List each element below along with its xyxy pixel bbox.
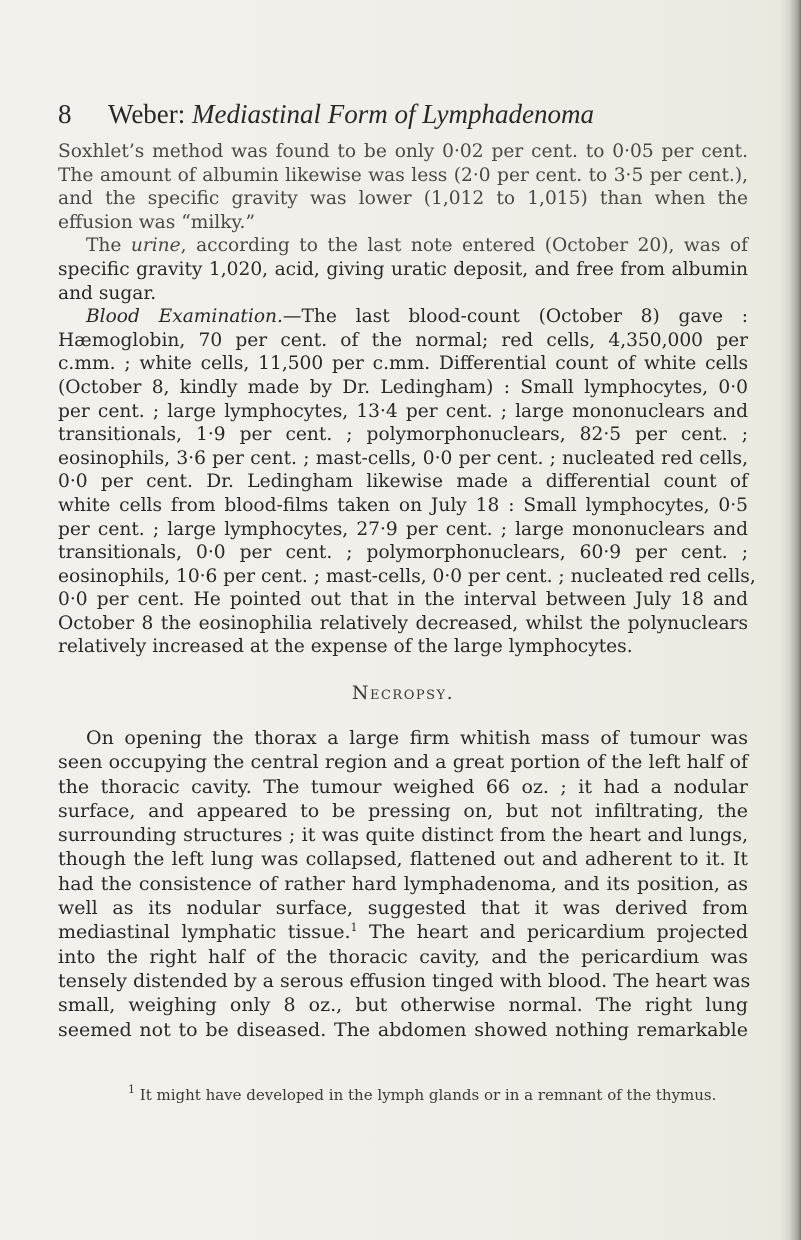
footnote-mark: 1 bbox=[128, 1083, 135, 1096]
text-line: 0·0 per cent. He pointed out that in the interval between July 18 and bbox=[58, 589, 748, 611]
text-line: October 8 the eosinophilia relatively decreased, whilst the polynuclears bbox=[58, 612, 748, 634]
text-line: had the consistence of rather hard lymphadenoma, and its position, as bbox=[58, 872, 748, 895]
footnote-reference: 1 bbox=[350, 921, 358, 935]
running-head bbox=[58, 96, 748, 132]
text-line bbox=[58, 305, 748, 329]
necropsy-heading: Necropsy. bbox=[351, 682, 455, 704]
text-line: 0·0 per cent. Dr. Ledingham likewise made a differential count of bbox=[58, 471, 748, 493]
text-line: Hæmoglobin, 70 per cent. of the normal; red cells, 4,350,000 per bbox=[58, 329, 748, 351]
text-line: eosinophils, 10·6 per cent. ; mast-cells, 0·0 per cent. ; nucleated red cells, bbox=[58, 565, 756, 587]
text-line: small, weighing only 8 oz., but otherwise normal. The right lung bbox=[58, 994, 748, 1017]
urine-term: urine bbox=[130, 235, 181, 257]
text-line: Soxhlet’s method was found to be only 0·02 per cent. to 0·05 per cent. bbox=[58, 141, 748, 162]
text-line: per cent. ; large lymphocytes, 27·9 per cent. ; large mononuclears and bbox=[58, 518, 748, 540]
blood-examination-heading: Blood Examination. bbox=[86, 306, 283, 328]
running-head-title: Mediastinal Form of Lymphadenoma bbox=[192, 99, 594, 129]
text-line: specific gravity 1,020, acid, giving uratic deposit, and free from albumin bbox=[58, 258, 748, 280]
text-line: into the right half of the thoracic cavity, and the pericardium was bbox=[58, 945, 748, 968]
text-line: surface, and appeared to be pressing on, but not infiltrating, the bbox=[58, 799, 748, 822]
text-line: well as its nodular surface, suggested that it was derived from bbox=[58, 897, 748, 920]
text-line: seemed not to be diseased. The abdomen showed nothing remarkable bbox=[58, 1018, 748, 1041]
text-line: surrounding structures ; it was quite distinct from the heart and lungs, bbox=[58, 824, 748, 847]
running-head-author: Weber: bbox=[108, 99, 186, 129]
ref-line-after: The heart and pericardium projected bbox=[357, 921, 748, 944]
page-edge-shadow bbox=[779, 0, 801, 1240]
text-line: The amount of albumin likewise was less (2·0 per cent. to 3·5 per cent.), bbox=[58, 164, 748, 186]
text-line: the thoracic cavity. The tumour weighed 66 oz. ; it had a nodular bbox=[58, 775, 748, 798]
para-lead: The bbox=[86, 235, 131, 257]
text-line: (October 8, kindly made by Dr. Ledingham) : Small lymphocytes, 0·0 bbox=[58, 376, 748, 398]
text-line: though the left lung was collapsed, flattened out and adherent to it. It bbox=[58, 848, 748, 871]
text-line: and sugar. bbox=[58, 282, 157, 304]
text-line: On opening the thorax a large firm whitish mass of tumour was bbox=[86, 727, 748, 749]
text-line: transitionals, 0·0 per cent. ; polymorphonuclears, 60·9 per cent. ; bbox=[58, 542, 748, 564]
ref-line-before: mediastinal lymphatic tissue. bbox=[58, 921, 351, 944]
text-line: per cent. ; large lymphocytes, 13·4 per cent. ; large mononuclears and bbox=[58, 400, 748, 422]
text-line: tensely distended by a serous effusion tinged with blood. The heart was bbox=[58, 969, 751, 992]
text-line bbox=[58, 234, 748, 258]
text-line: transitionals, 1·9 per cent. ; polymorphonuclears, 82·5 per cent. ; bbox=[58, 424, 748, 446]
text-line: c.mm. ; white cells, 11,500 per c.mm. Differential count of white cells bbox=[58, 353, 748, 375]
text-line: eosinophils, 3·6 per cent. ; mast-cells, 0·0 per cent. ; nucleated red cells, bbox=[58, 447, 748, 469]
text-line bbox=[58, 920, 748, 944]
text-line: effusion was “milky.” bbox=[58, 211, 255, 233]
page-number: 8 bbox=[58, 99, 72, 129]
text-line: seen occupying the central region and a great portion of the left half of bbox=[58, 751, 748, 774]
text-line: white cells from blood-films taken on July 18 : Small lymphocytes, 0·5 bbox=[58, 494, 748, 516]
footnote bbox=[128, 1085, 728, 1105]
footnote-text: It might have developed in the lymph glands or in a remnant of the thymus. bbox=[135, 1086, 717, 1104]
body-text-upper bbox=[58, 140, 756, 659]
body-text-lower bbox=[58, 726, 751, 1042]
para-rest: , according to the last note entered (October 20), was of bbox=[180, 235, 748, 257]
para-rest: —The last blood-count (October 8) gave : bbox=[282, 306, 748, 328]
text-line: and the specific gravity was lower (1,012 to 1,015) than when the bbox=[58, 188, 748, 210]
text-line: relatively increased at the expense of the large lymphocytes. bbox=[58, 636, 633, 658]
